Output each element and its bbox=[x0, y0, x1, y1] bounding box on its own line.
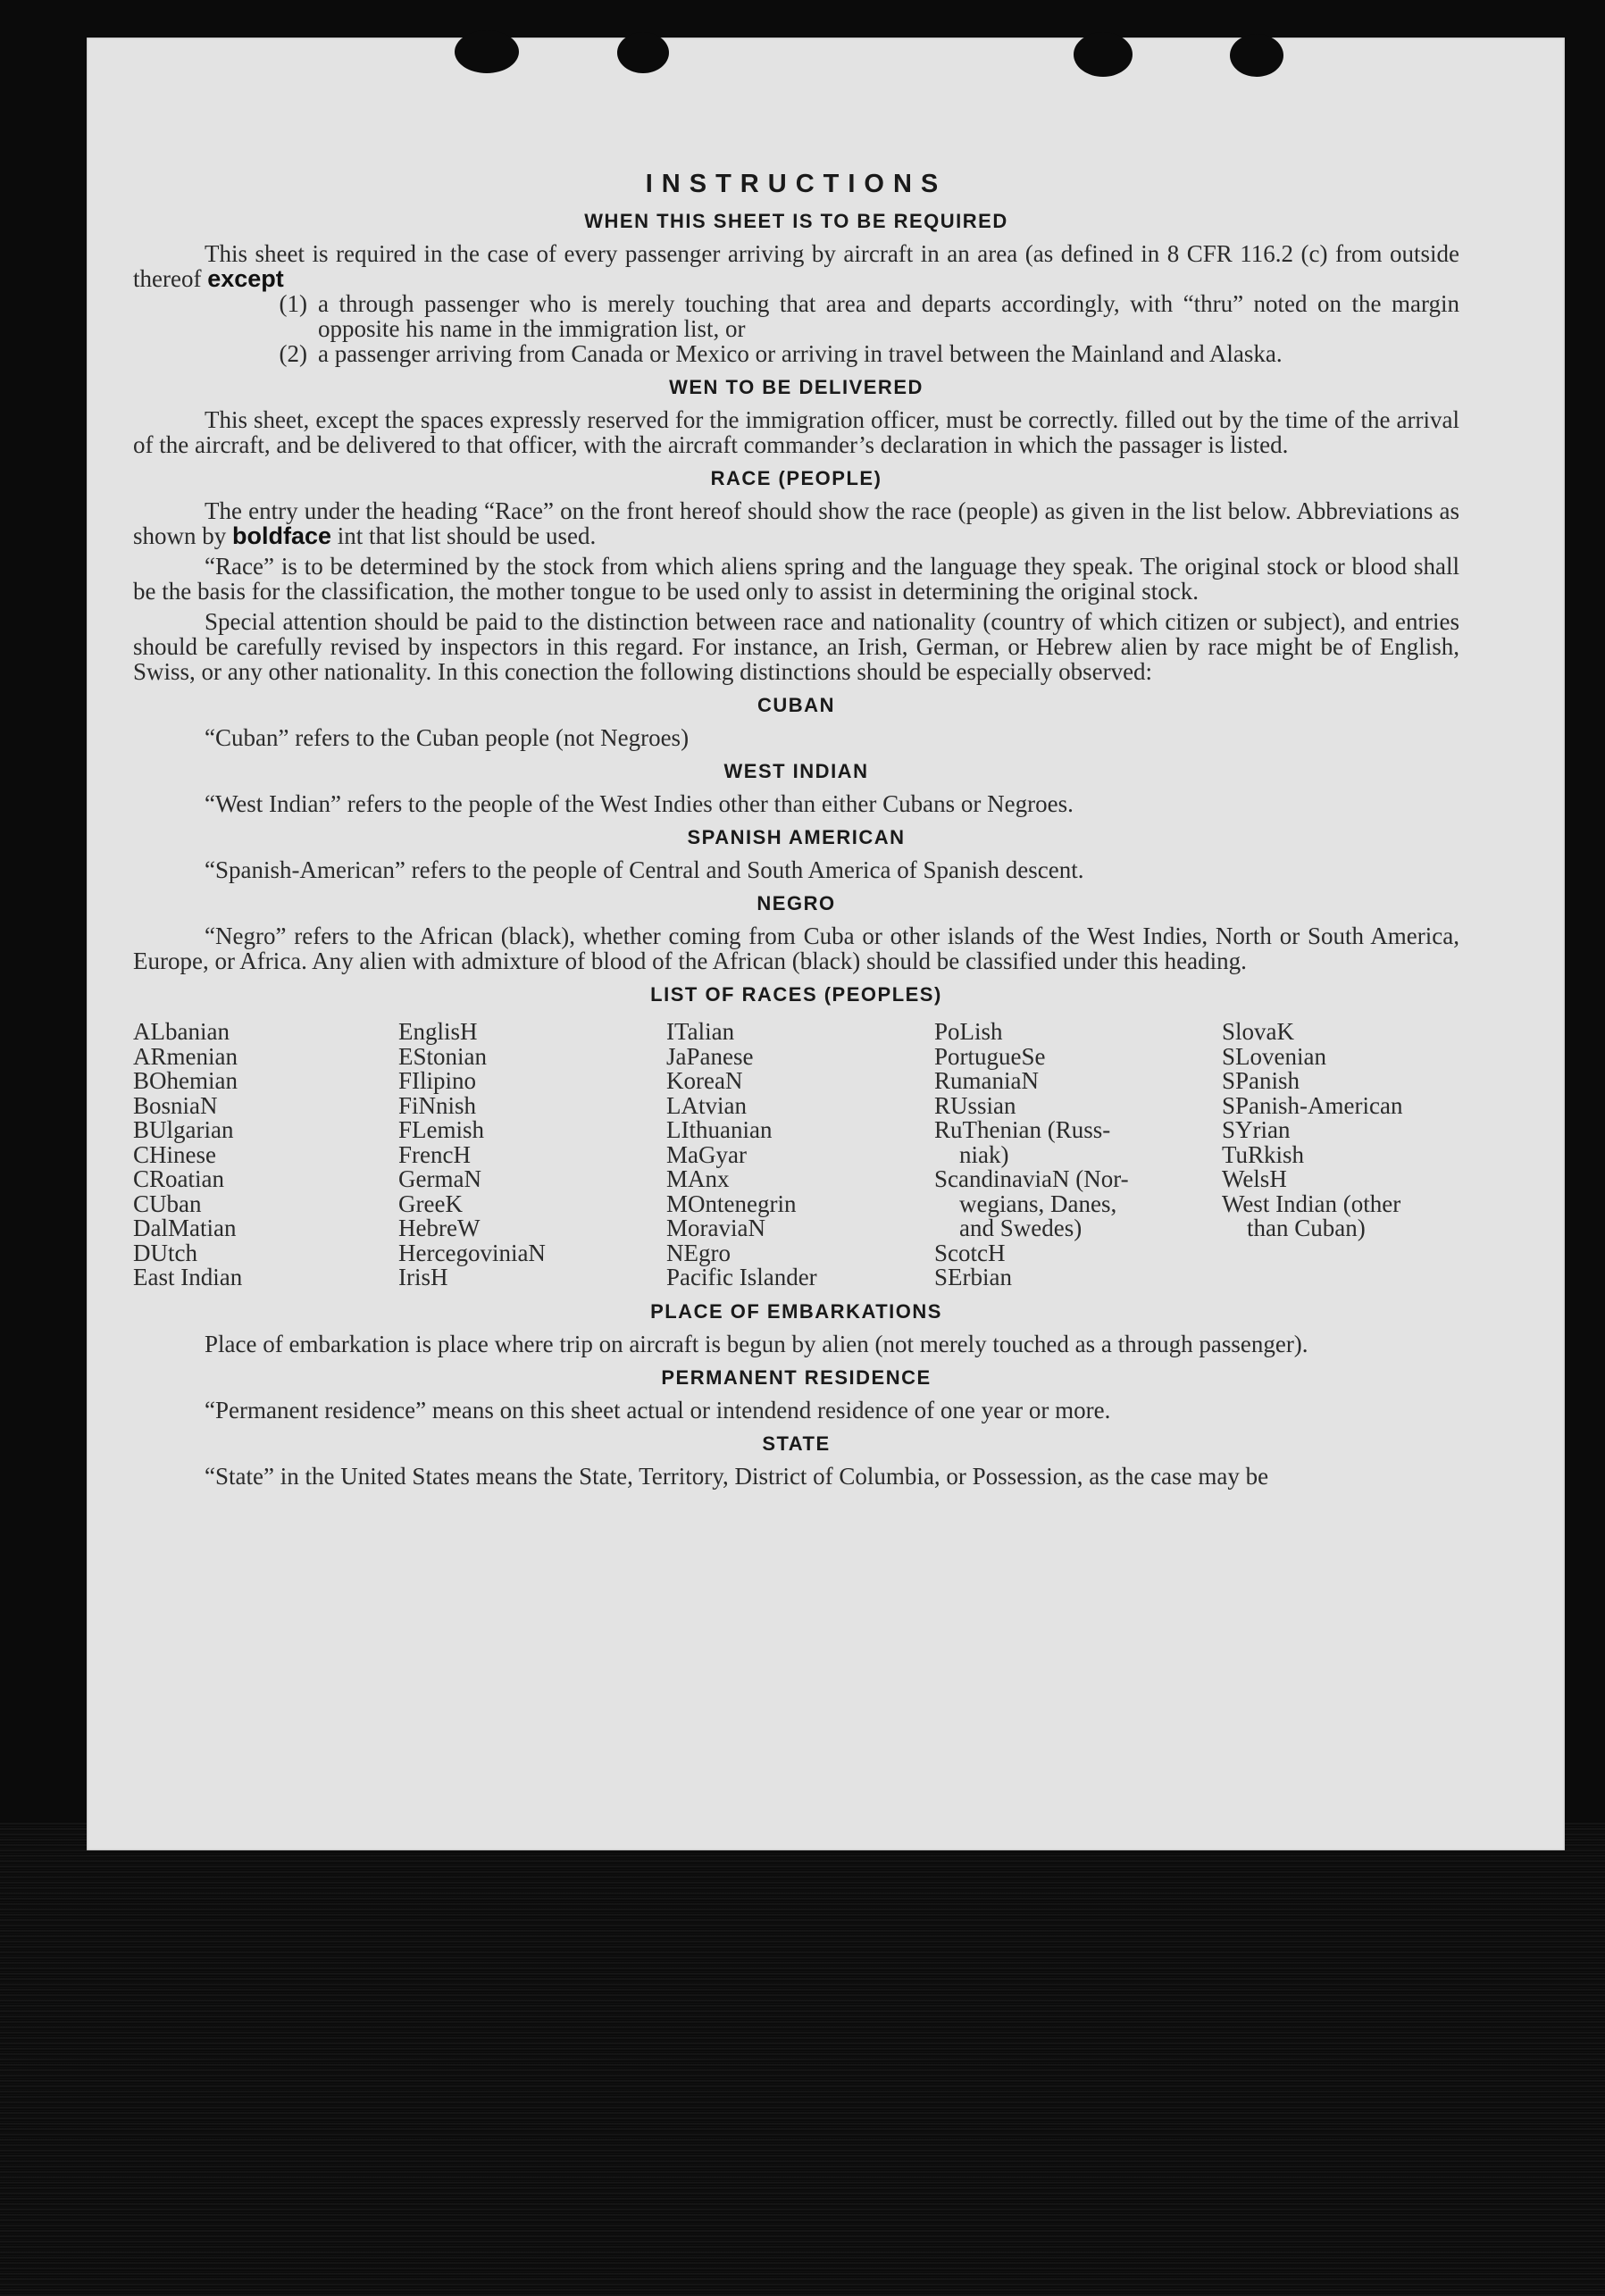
race-item: than Cuban) bbox=[1247, 1215, 1366, 1241]
heading-cuban: CUBAN bbox=[757, 694, 835, 716]
races-column-1 bbox=[133, 1020, 398, 1290]
race-item: CRoatian bbox=[133, 1165, 224, 1192]
paragraph-race-3: Special attention should be paid to the distinction between race and nationality (country of which citizen or subject), and entries should be carefully revised by inspectors in this regard. For instance, an Irish, German, or Hebrew alien by race might be of English, Swiss, or any other nationality. In this conection the following distinctions should be especially observed: bbox=[133, 608, 1459, 685]
heading-races-list: LIST OF RACES (PEOPLES) bbox=[650, 983, 942, 1006]
paragraph-spanish-american: “Spanish-American” refers to the people of Central and South America of Spanish descent. bbox=[205, 856, 1084, 883]
race-item: HercegoviniaN bbox=[398, 1239, 546, 1266]
race-item: Pacific Islander bbox=[666, 1264, 817, 1290]
heading-negro: NEGRO bbox=[757, 892, 836, 914]
race-item: FLemish bbox=[398, 1116, 485, 1143]
race-item: CHinese bbox=[133, 1140, 216, 1168]
page-title: INSTRUCTIONS bbox=[645, 170, 948, 198]
paragraph-residence: “Permanent residence” means on this sheet actual or intendend residence of one year or more. bbox=[205, 1396, 1111, 1424]
race-item: SPanish bbox=[1222, 1067, 1300, 1094]
race-item: SYrian bbox=[1222, 1116, 1291, 1143]
bold-except: except bbox=[207, 265, 284, 292]
heading-embarkation: PLACE OF EMBARKATIONS bbox=[650, 1299, 942, 1323]
heading-west-indian: WEST INDIAN bbox=[723, 760, 869, 782]
document-sheet bbox=[87, 38, 1565, 1850]
paragraph-delivered: This sheet, except the spaces expressly reserved for the immigration officer, must be correctly. filled out by the time of the arrival of the aircraft, and be delivered to that officer, with the aircraft commander’s declaration in which the passager is listed. bbox=[133, 406, 1459, 458]
document-content bbox=[133, 171, 1459, 1494]
race-item: niak) bbox=[959, 1140, 1009, 1168]
race-item: DUtch bbox=[133, 1239, 197, 1266]
punch-hole-4 bbox=[1230, 34, 1283, 77]
punch-hole-3 bbox=[1074, 32, 1133, 77]
race-item: JaPanese bbox=[666, 1042, 754, 1070]
race-item: SlovaK bbox=[1222, 1018, 1294, 1045]
race-item: East Indian bbox=[133, 1264, 243, 1290]
race-item: West Indian (other bbox=[1222, 1190, 1401, 1217]
race-item: ALbanian bbox=[133, 1018, 230, 1045]
races-column-2 bbox=[398, 1020, 666, 1290]
punch-hole-1 bbox=[455, 30, 519, 73]
film-background bbox=[0, 1822, 1605, 2296]
race-item: RuThenian (Russ- bbox=[934, 1116, 1111, 1143]
race-item: FrencH bbox=[398, 1140, 471, 1168]
heading-state: STATE bbox=[762, 1432, 831, 1455]
paragraph-state: “State” in the United States means the State, Territory, District of Columbia, or Possession, as the case may be bbox=[205, 1462, 1269, 1490]
race-item: LAtvian bbox=[666, 1091, 747, 1119]
race-item: BOhemian bbox=[133, 1067, 238, 1094]
race-item: ITalian bbox=[666, 1018, 735, 1045]
races-column-4 bbox=[934, 1020, 1222, 1290]
race-item: and Swedes) bbox=[959, 1215, 1083, 1241]
paragraph-negro: “Negro” refers to the African (black), whether coming from Cuba or other islands of the West Indies, North or South America, Europe, or Africa. Any alien with admixture of blood of the African (black) should be classified under this heading. bbox=[133, 923, 1459, 974]
race-item: GermaN bbox=[398, 1165, 481, 1192]
race-item: LIthuanian bbox=[666, 1116, 773, 1143]
heading-race: RACE (PEOPLE) bbox=[710, 467, 882, 489]
race-item: wegians, Danes, bbox=[959, 1190, 1117, 1217]
race-item: FIlipino bbox=[398, 1067, 477, 1094]
paragraph-embarkation: Place of embarkation is place where trip on aircraft is begun by alien (not merely touched as a through passenger). bbox=[205, 1330, 1308, 1357]
races-column-3 bbox=[666, 1020, 934, 1290]
race-item: TuRkish bbox=[1222, 1140, 1305, 1168]
heading-required: WHEN THIS SHEET IS TO BE REQUIRED bbox=[584, 210, 1008, 232]
race-item: CUban bbox=[133, 1190, 202, 1217]
race-item: MOntenegrin bbox=[666, 1190, 797, 1217]
race-item: RumaniaN bbox=[934, 1067, 1039, 1094]
race-item: BosniaN bbox=[133, 1091, 218, 1119]
race-item: BUlgarian bbox=[133, 1116, 234, 1143]
race-item: EStonian bbox=[398, 1042, 487, 1070]
paragraph-cuban: “Cuban” refers to the Cuban people (not Negroes) bbox=[205, 724, 690, 751]
punch-hole-2 bbox=[617, 32, 669, 73]
race-item: PoLish bbox=[934, 1018, 1003, 1045]
race-item: RUssian bbox=[934, 1091, 1016, 1119]
list-item: (2) a passenger arriving from Canada or Mexico or arriving in travel between the Mainland and Alaska. bbox=[279, 340, 1283, 367]
race-item: MoraviaN bbox=[666, 1215, 765, 1241]
race-item: DalMatian bbox=[133, 1215, 237, 1241]
race-item: ARmenian bbox=[133, 1042, 238, 1070]
race-item: GreeK bbox=[398, 1190, 463, 1217]
paragraph-west-indian: “West Indian” refers to the people of the West Indies other than either Cubans or Negroes. bbox=[205, 790, 1074, 817]
race-item: EnglisH bbox=[398, 1018, 478, 1045]
race-item: IrisH bbox=[398, 1264, 448, 1290]
heading-delivered: WEN TO BE DELIVERED bbox=[669, 376, 924, 398]
paragraph-race-1: The entry under the heading “Race” on the front hereof should show the race (people) as given in the list below. Abbreviations as shown by boldface int that list should be used. bbox=[133, 497, 1459, 549]
race-item: HebreW bbox=[398, 1215, 481, 1241]
race-item: SErbian bbox=[934, 1264, 1012, 1290]
paragraph-required: This sheet is required in the case of every passenger arriving by aircraft in an area (as defined in 8 CFR 116.2 (c) from outside thereof except bbox=[133, 240, 1459, 292]
list-item: (1) a through passenger who is merely touching that area and departs accordingly, with “thru” noted on the margin opposite his name in the immigration list, or bbox=[279, 290, 1459, 342]
paragraph-race-2: “Race” is to be determined by the stock from which aliens spring and the language they speak. The original stock or blood shall be the basis for the classification, the mother tongue to be used only to assist in determining the original stock. bbox=[133, 553, 1459, 605]
race-item: MAnx bbox=[666, 1165, 730, 1192]
race-item: FiNnish bbox=[398, 1091, 477, 1119]
race-item: KoreaN bbox=[666, 1067, 743, 1094]
race-item: MaGyar bbox=[666, 1140, 747, 1168]
race-item: PortugueSe bbox=[934, 1042, 1046, 1070]
race-item: ScandinaviaN (Nor- bbox=[934, 1165, 1129, 1192]
race-item: SPanish-American bbox=[1222, 1091, 1403, 1119]
races-column-5 bbox=[1222, 1020, 1459, 1290]
heading-spanish-american: SPANISH AMERICAN bbox=[687, 826, 906, 848]
races-list bbox=[133, 1020, 1459, 1290]
heading-residence: PERMANENT RESIDENCE bbox=[661, 1365, 932, 1389]
bold-boldface: boldface bbox=[232, 522, 332, 549]
race-item: WelsH bbox=[1222, 1165, 1287, 1192]
race-item: NEgro bbox=[666, 1239, 731, 1266]
race-item: SLovenian bbox=[1222, 1042, 1326, 1070]
race-item: ScotcH bbox=[934, 1239, 1006, 1266]
